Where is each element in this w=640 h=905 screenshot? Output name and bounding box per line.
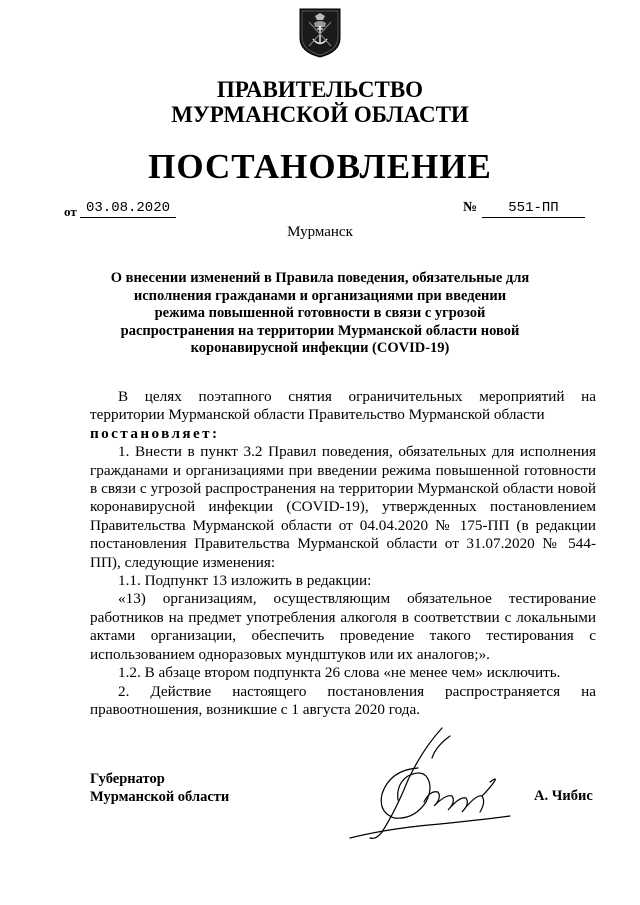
document-date: 03.08.2020: [80, 200, 176, 218]
city-name: Мурманск: [287, 224, 353, 240]
document-body: [90, 388, 596, 719]
document-number: 551-ПП: [482, 200, 585, 218]
intro-paragraph: В целях поэтапного снятия ограничительных мероприятий на территории Мурманской области Правительство Мурманской области: [90, 388, 596, 424]
position-line2: Мурманской области: [90, 789, 230, 805]
signatory-position: [90, 770, 229, 806]
date-label: от: [64, 204, 77, 219]
resolves-word: постановляет:: [90, 424, 220, 442]
signer-name: А. Чибис: [534, 788, 593, 804]
handwritten-signature: [330, 720, 530, 850]
number-label: №: [463, 200, 478, 215]
paragraph-1-2: 1.2. В абзаце втором подпункта 26 слова «не менее чем» исключить.: [118, 664, 561, 682]
paragraph-2: 2. Действие настоящего постановления распространяется на правоотношения, возникшие с 1 августа 2020 года.: [90, 682, 596, 718]
paragraph-1-1: 1.1. Подпункт 13 изложить в редакции:: [118, 572, 372, 590]
document-type-title: ПОСТАНОВЛЕНИЕ: [148, 147, 492, 186]
position-line1: Губернатор: [90, 771, 165, 787]
paragraph-1: 1. Внести в пункт 3.2 Правил поведения, обязательных для исполнения гражданами и организациями при введении режима повышенной готовности в связи с угрозой распространения на территории Мурманской области новой коронавирусной инфекции (COVID-19), утвержденных постановлением Правительства Мурманской области от 04.04.2020 № 175-ПП (в редакции постановления Правительства Мурманской области от 31.07.2020 № 544-ПП), следующие изменения:: [90, 443, 596, 571]
document-subject: О внесении изменений в Правила поведения, обязательные для исполнения гражданами и организациями при введении режима повышенной готовности в связи с угрозой распространения на территории Мурманской области новой коронавирусной инфекции (COVID-19): [110, 270, 530, 356]
coat-of-arms-icon: [299, 8, 341, 58]
organization-name-line1: ПРАВИТЕЛЬСТВО: [216, 77, 424, 102]
resolves-line: [90, 425, 596, 443]
paragraph-1-1-text: «13) организациям, осуществляющим обязательное тестирование работников на предмет употребления алкоголя в соответствии с локальными актами организации, обеспечить проведение такого тестирования с использованием одноразовых мундштуков или их аналогов;».: [90, 590, 596, 663]
organization-name-line2: МУРМАНСКОЙ ОБЛАСТИ: [171, 102, 469, 127]
